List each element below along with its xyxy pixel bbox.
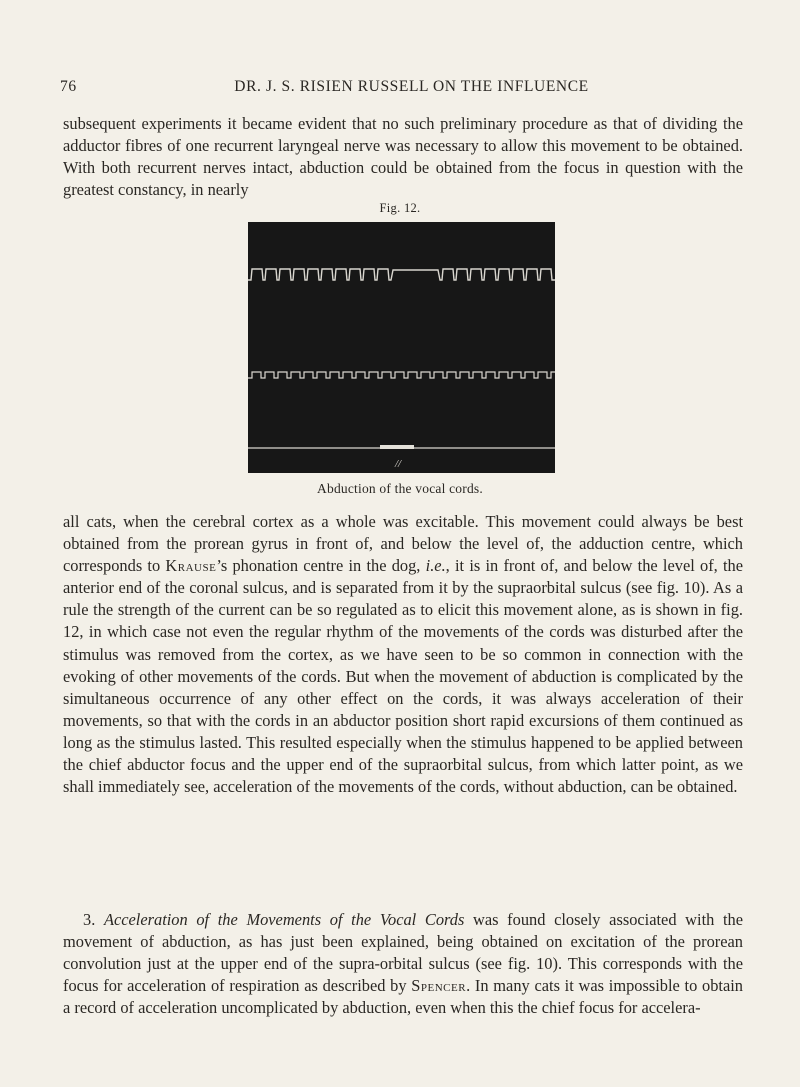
paragraph-3-text-b: . In many cats it was impossible to obtain a record of acceleration uncomplicated by abduction, even when this the chief focus for accelera-: [63, 976, 743, 1018]
abbreviation-ie: i.e.: [425, 556, 446, 576]
stimulus-marker-label: //: [394, 458, 402, 470]
author-name-spencer: Spencer: [411, 976, 467, 996]
paragraph-3-text-a: was found closely associated with the movement of abduction, as has just been explained, being obtained on excitation of the prorean convolution just at the upper end of the supra-orbital sulcus (see fig. 10). This corresponds with the focus for acceleration of respiration as described by: [63, 910, 743, 996]
tracing-background: [248, 222, 555, 473]
section-number: 3.: [83, 910, 104, 929]
section-heading: Acceleration of the Movements of the Vocal Cords: [103, 910, 465, 929]
paragraph-2: [63, 511, 743, 798]
paragraph-2-text-b: ’s phonation centre in the dog,: [216, 556, 426, 576]
author-name-krause: Krause: [165, 556, 217, 576]
figure-caption: Abduction of the vocal cords.: [317, 481, 483, 496]
paragraph-1: [63, 113, 743, 201]
paragraph-1-text: subsequent experiments it became evident that no such preliminary procedure as that of dividing the adductor fibres of one recurrent laryngeal nerve was necessary to allow this movement to be obtained. With both recurrent nerves intact, abduction could be obtained from the focus in question with the greatest constancy, in nearly: [63, 114, 743, 200]
paragraph-3: [63, 909, 743, 1019]
paragraph-2-text-c: , it is in front of, and below the level of, the anterior end of the coronal sulcus, and is separated from it by the supraorbital sulcus (see fig. 10). As a rule the strength of the current can be so regulated as to elicit this movement alone, as is shown in fig. 12, in which case not even the regular rhythm of the movements of the cords was disturbed after the stimulus was removed from the cortex, as we have seen to be so common in connection with the evoking of other movements of the cords. But when the movement of abduction is complicated by the simultaneous occurrence of any other effect on the cords, it was always acceleration of their movements, so that with the cords in an abductor position short rapid excursions of them continued as long as the stimulus lasted. This resulted especially when the stimulus happened to be applied between the chief abductor focus and the upper end of the supraorbital sulcus, from which latter point, as we shall immediately see, acceleration of the movements of the cords, without abduction, can be obtained.: [63, 556, 744, 797]
figure-label: Fig. 12.: [379, 201, 421, 215]
running-header: [60, 78, 743, 100]
running-title: DR. J. S. RISIEN RUSSELL ON THE INFLUENCE: [234, 78, 589, 95]
page-number: 76: [60, 78, 77, 95]
figure-tracing: [248, 222, 555, 473]
stimulus-mark: [380, 445, 414, 449]
tracing-svg: [248, 222, 555, 473]
paragraph-2-text-a: all cats, when the cerebral cortex as a whole was excitable. This movement could always be best obtained from the prorean gyrus in front of, and below the level of, the adduction centre, which corresponds to: [63, 512, 743, 576]
